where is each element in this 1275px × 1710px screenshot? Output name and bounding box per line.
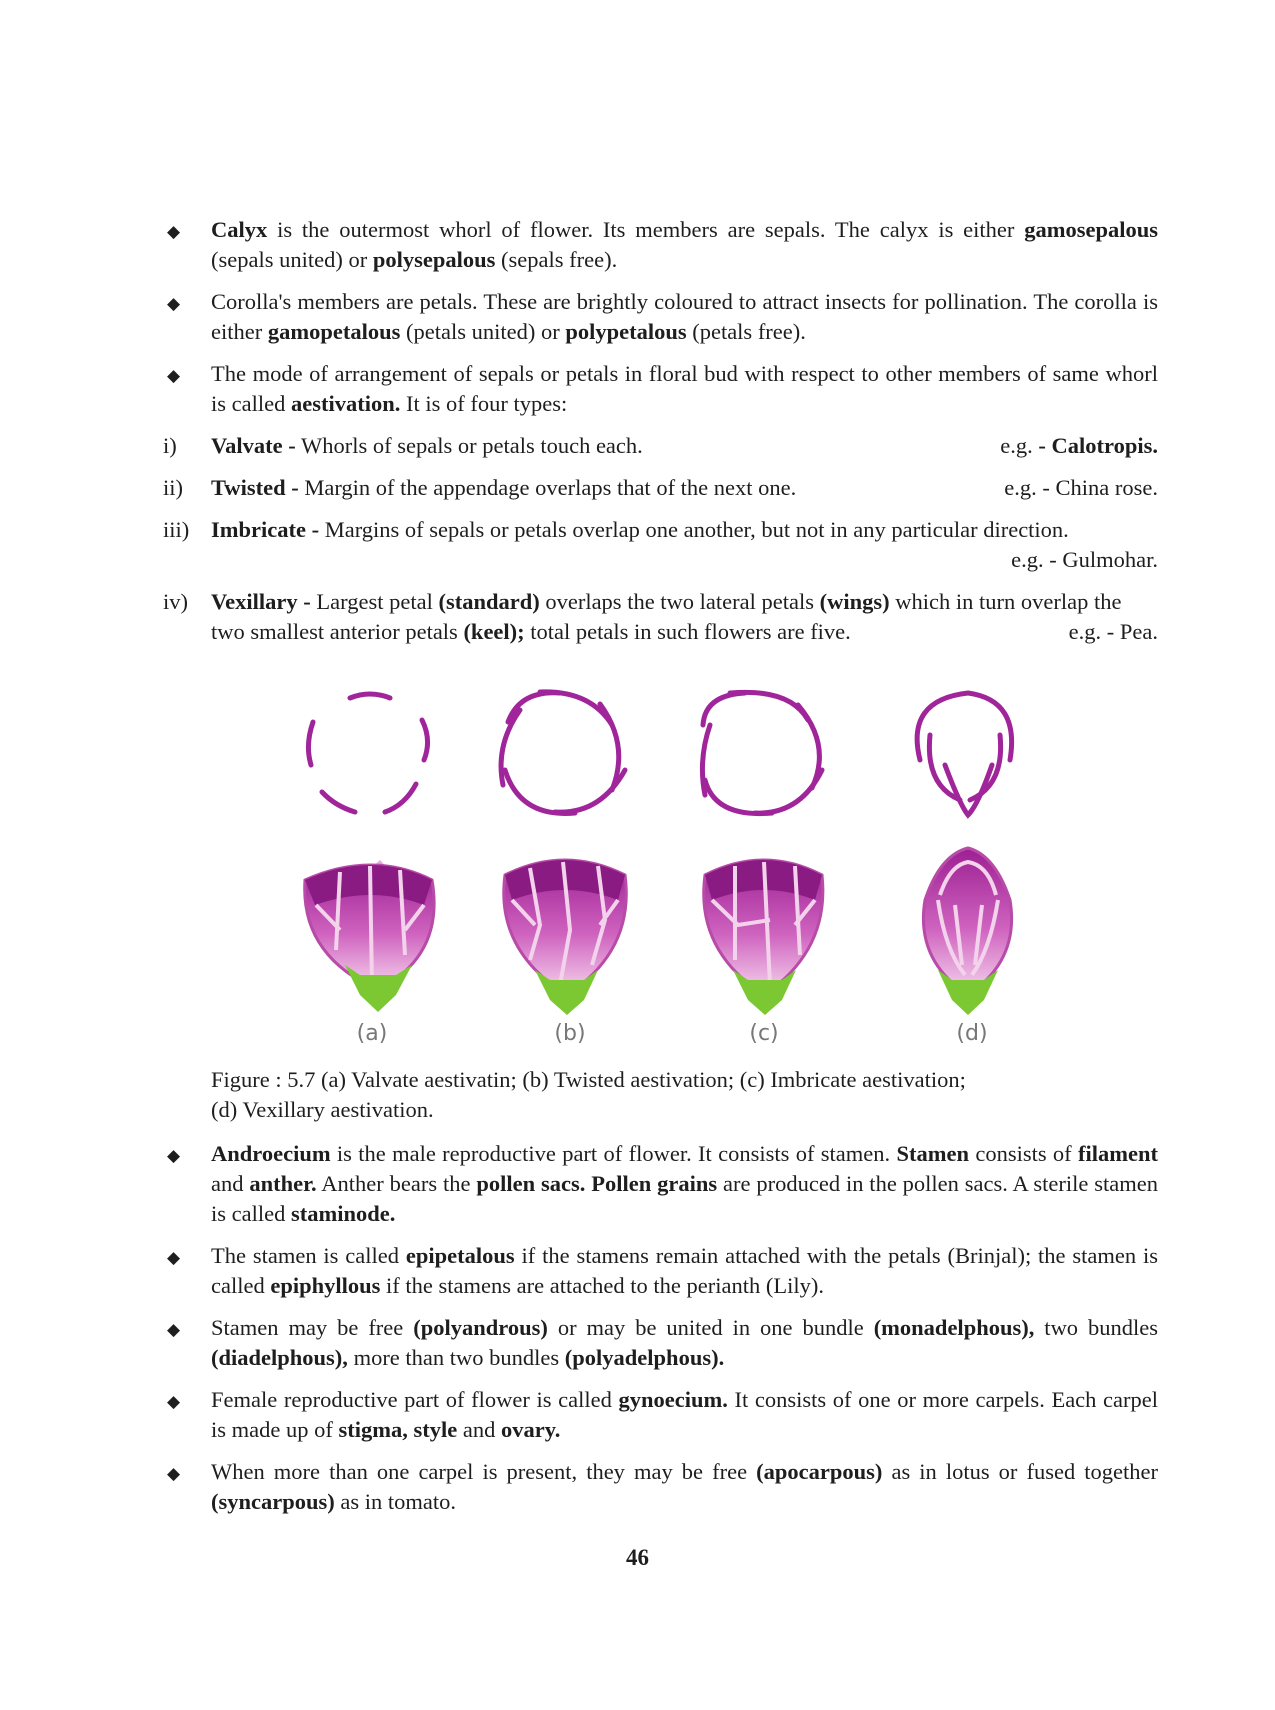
figure-caption: Figure : 5.7 (a) Valvate aestivatin; (b) Twisted aestivation; (c) Imbricate aestivation; (d) Vexillary aestivation. xyxy=(211,1067,966,1122)
bold-term: (standard) xyxy=(438,589,540,614)
text-run: total petals in such flowers are five. xyxy=(524,619,851,644)
bold-term: epipetalous xyxy=(405,1243,515,1268)
bold-term: polysepalous xyxy=(372,247,496,272)
list-number: iv) xyxy=(163,589,188,614)
bold-term: filament xyxy=(1078,1141,1158,1166)
diagram-twisted xyxy=(501,692,625,814)
diamond-bullet-icon: ◆ xyxy=(167,1320,181,1339)
bold-term: (apocarpous) xyxy=(756,1459,883,1484)
bullet-text xyxy=(211,1385,1158,1445)
bold-term: gamosepalous xyxy=(1024,217,1158,242)
text-run: more than two bundles xyxy=(347,1345,565,1370)
bold-term: gamopetalous xyxy=(267,319,401,344)
text-run: which in turn overlap the two smallest anterior petals xyxy=(211,589,1122,644)
bullet-stamen-union xyxy=(163,1313,1158,1373)
diamond-bullet-icon: ◆ xyxy=(167,294,181,313)
text-run: (sepals united) or xyxy=(211,247,373,272)
diamond-bullet-icon: ◆ xyxy=(167,1146,181,1165)
figure-label-a: (a) xyxy=(356,1021,388,1046)
bud-twisted xyxy=(504,860,627,1015)
diamond-bullet-icon: ◆ xyxy=(167,1248,181,1267)
bold-term: gynoecium. xyxy=(618,1387,728,1412)
text-run: is the male reproductive part of flower. It consists of stamen. xyxy=(330,1141,897,1166)
text-run: as in lotus or fused together xyxy=(882,1459,1158,1484)
bold-term: ovary. xyxy=(500,1417,561,1442)
bullet-gynoecium xyxy=(163,1385,1158,1445)
bold-term: (diadelphous), xyxy=(211,1345,348,1370)
bullet-androecium xyxy=(163,1139,1158,1229)
text-run: Stamen may be free xyxy=(211,1315,414,1340)
figure-label-b: (b) xyxy=(554,1021,586,1046)
example: e.g. - Calotropis. xyxy=(1000,433,1158,458)
bud-imbricate xyxy=(704,860,823,1015)
diamond-bullet-icon: ◆ xyxy=(167,1392,181,1411)
text-run: It is of four types: xyxy=(400,391,568,416)
bud-vexillary xyxy=(923,848,1011,1015)
text-run: The stamen is called xyxy=(211,1243,406,1268)
bold-term: (keel); xyxy=(463,619,525,644)
text-run: overlaps the two lateral petals xyxy=(539,589,820,614)
type-term: Imbricate - xyxy=(211,517,320,542)
bold-term: aestivation. xyxy=(290,391,401,416)
text-run: and xyxy=(457,1417,501,1442)
text-run: (petals united) or xyxy=(400,319,566,344)
diamond-bullet-icon: ◆ xyxy=(167,1464,181,1483)
diamond-bullet-icon: ◆ xyxy=(167,222,181,241)
text-run: and xyxy=(211,1171,250,1196)
diagram-valvate xyxy=(308,694,427,812)
bullet-text xyxy=(211,1313,1158,1373)
diamond-bullet-icon: ◆ xyxy=(167,366,181,385)
bullet-stamen-attachment xyxy=(163,1241,1158,1301)
example: e.g. - China rose. xyxy=(1004,475,1158,500)
figure-label-c: (c) xyxy=(749,1021,779,1046)
text-run: Corolla's members are petals. These are brightly coloured to attract insects for pollination. The corolla is either xyxy=(211,289,1158,344)
text-run: or may be united in one bundle xyxy=(547,1315,874,1340)
bold-term: Calyx xyxy=(211,217,268,242)
diagram-imbricate xyxy=(702,692,822,813)
list-number: i) xyxy=(163,433,177,458)
example: e.g. - Gulmohar. xyxy=(1011,547,1158,572)
bullet-text xyxy=(211,1241,1158,1301)
text-run: as in tomato. xyxy=(334,1489,456,1514)
bold-term: (syncarpous) xyxy=(211,1489,335,1514)
bold-term: Stamen xyxy=(896,1141,969,1166)
text-run: consists of xyxy=(969,1141,1079,1166)
bold-term: anther. xyxy=(249,1171,317,1196)
page-number: 46 xyxy=(626,1545,649,1570)
list-number: ii) xyxy=(163,475,183,500)
text-run: (sepals free). xyxy=(495,247,618,272)
bold-term: Androecium xyxy=(211,1141,331,1166)
bold-term: polypetalous xyxy=(565,319,687,344)
text-run: Female reproductive part of flower is called xyxy=(211,1387,619,1412)
type-imbricate: iii) Imbricate - Margins of sepals or petals overlap one another, but not in any particular direction. e.g. - Gulmohar. xyxy=(163,515,1158,575)
bold-term: staminode. xyxy=(290,1201,396,1226)
figure-label-d: (d) xyxy=(956,1021,988,1046)
bold-term: (polyadelphous). xyxy=(564,1345,725,1370)
diagram-vexillary xyxy=(917,693,1011,815)
type-valvate: i) e.g. - Calotropis. Valvate - Whorls of sepals or petals touch each. xyxy=(163,431,1158,461)
type-term: Valvate - xyxy=(211,433,296,458)
list-number: iii) xyxy=(163,517,190,542)
text-run: It consists of one or more carpels. Each carpel is made up of xyxy=(211,1387,1158,1442)
bold-term: Pollen grains xyxy=(591,1171,718,1196)
bold-term: epiphyllous xyxy=(270,1273,381,1298)
text-run: When more than one carpel is present, they may be free xyxy=(211,1459,757,1484)
bold-term: (wings) xyxy=(819,589,890,614)
bullet-text xyxy=(211,1139,1158,1229)
text-run: The mode of arrangement of sepals or petals in floral bud with respect to other members of same whorl is called xyxy=(211,361,1158,416)
bullet-carpels xyxy=(163,1457,1158,1517)
example: e.g. - Pea. xyxy=(1068,619,1158,644)
text-run: two bundles xyxy=(1034,1315,1159,1340)
text-run: (petals free). xyxy=(686,319,806,344)
bold-term: (polyandrous) xyxy=(413,1315,548,1340)
bold-term: (monadelphous), xyxy=(873,1315,1035,1340)
text-run: are produced in the pollen sacs. A sterile stamen is called xyxy=(211,1171,1158,1226)
bullet-text xyxy=(211,1457,1158,1517)
bold-term: stigma, style xyxy=(338,1417,458,1442)
bud-valvate xyxy=(305,860,434,1012)
bold-term: Vexillary - xyxy=(211,589,311,614)
text-run: if the stamens remain attached with the petals (Brinjal); the stamen is called xyxy=(211,1243,1159,1298)
text-run: Largest petal xyxy=(310,589,439,614)
text-run: Anther bears the xyxy=(316,1171,477,1196)
type-term: Twisted - xyxy=(211,475,299,500)
text-run: is the outermost whorl of flower. Its members are sepals. The calyx is either xyxy=(267,217,1025,242)
type-twisted: ii) e.g. - China rose. Twisted - Margin of the appendage overlaps that of the next one. xyxy=(163,473,1158,503)
text-run: if the stamens are attached to the perianth (Lily). xyxy=(380,1273,824,1298)
bold-term: pollen sacs. xyxy=(476,1171,586,1196)
